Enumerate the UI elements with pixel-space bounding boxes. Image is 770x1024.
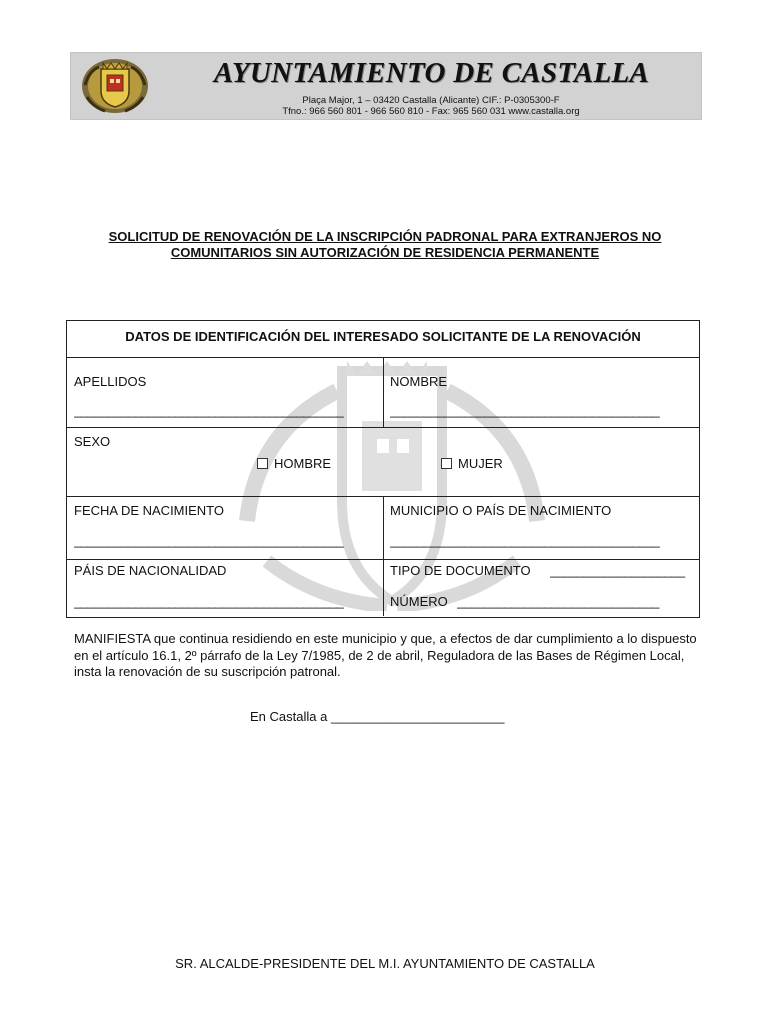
municipio-label: MUNICIPIO O PAÍS DE NACIMIENTO <box>390 503 612 518</box>
mujer-label: MUJER <box>458 456 503 471</box>
manifiesta-paragraph: MANIFIESTA que continua residiendo en este municipio y que, a efectos de dar cumplimiento a lo dispuesto en el artículo 16.1, 2º párrafo de la Ley 7/1985, de 2 de abril, Reguladora de las Bases de Régimen Local, insta la renovación de su suscripción patronal. <box>74 631 697 679</box>
nacionalidad-field[interactable]: ________________________________________ <box>74 594 344 609</box>
place-date <box>250 709 504 724</box>
form-title-line-2: COMUNITARIOS SIN AUTORIZACIÓN DE RESIDENCIA PERMANENTE <box>170 245 600 260</box>
form-title-line-1: SOLICITUD DE RENOVACIÓN DE LA INSCRIPCIÓN PADRONAL PARA EXTRANJEROS NO <box>108 229 662 244</box>
tipo-documento-label: TIPO DE DOCUMENTO <box>390 563 531 578</box>
hombre-checkbox[interactable] <box>257 458 268 469</box>
numero-label: NÚMERO <box>390 594 448 609</box>
date-field[interactable]: ________________________ <box>330 709 505 724</box>
row-divider <box>67 427 699 428</box>
header-contact: Tfno.: 966 560 801 - 966 560 810 - Fax: 965 560 031 www.castalla.org <box>282 106 580 117</box>
nacionalidad-label: PÁIS DE NACIONALIDAD <box>74 563 227 578</box>
fecha-nacimiento-field[interactable]: ________________________________________ <box>74 533 344 548</box>
nombre-label: NOMBRE <box>390 374 448 389</box>
hombre-label: HOMBRE <box>274 456 332 471</box>
nombre-field[interactable]: ________________________________________ <box>390 403 660 418</box>
column-divider <box>383 357 384 427</box>
numero-field[interactable]: ______________________________ <box>457 594 659 609</box>
sexo-label: SEXO <box>74 434 111 449</box>
header-title: AYUNTAMIENTO DE CASTALLA <box>213 57 650 89</box>
header-address: Plaça Major, 1 – 03420 Castalla (Alicante) CIF.: P-0305300-F <box>302 95 560 106</box>
section-title: DATOS DE IDENTIFICACIÓN DEL INTERESADO SOLICITANTE DE LA RENOVACIÓN <box>125 329 641 344</box>
mujer-checkbox[interactable] <box>441 458 452 469</box>
fecha-nacimiento-label: FECHA DE NACIMIENTO <box>74 503 225 518</box>
apellidos-field[interactable]: ________________________________________ <box>74 403 344 418</box>
place-date-label: En Castalla a <box>250 709 328 724</box>
form-title <box>70 229 700 261</box>
tipo-documento-field[interactable]: ____________________ <box>550 563 685 578</box>
crest-icon <box>77 55 153 115</box>
identification-table <box>66 320 700 618</box>
addressee-footer: SR. ALCALDE-PRESIDENTE DEL M.I. AYUNTAMIENTO DE CASTALLA <box>175 956 595 971</box>
column-divider <box>383 496 384 616</box>
municipio-field[interactable]: ________________________________________ <box>390 533 660 548</box>
apellidos-label: APELLIDOS <box>74 374 147 389</box>
letterhead <box>70 52 702 120</box>
